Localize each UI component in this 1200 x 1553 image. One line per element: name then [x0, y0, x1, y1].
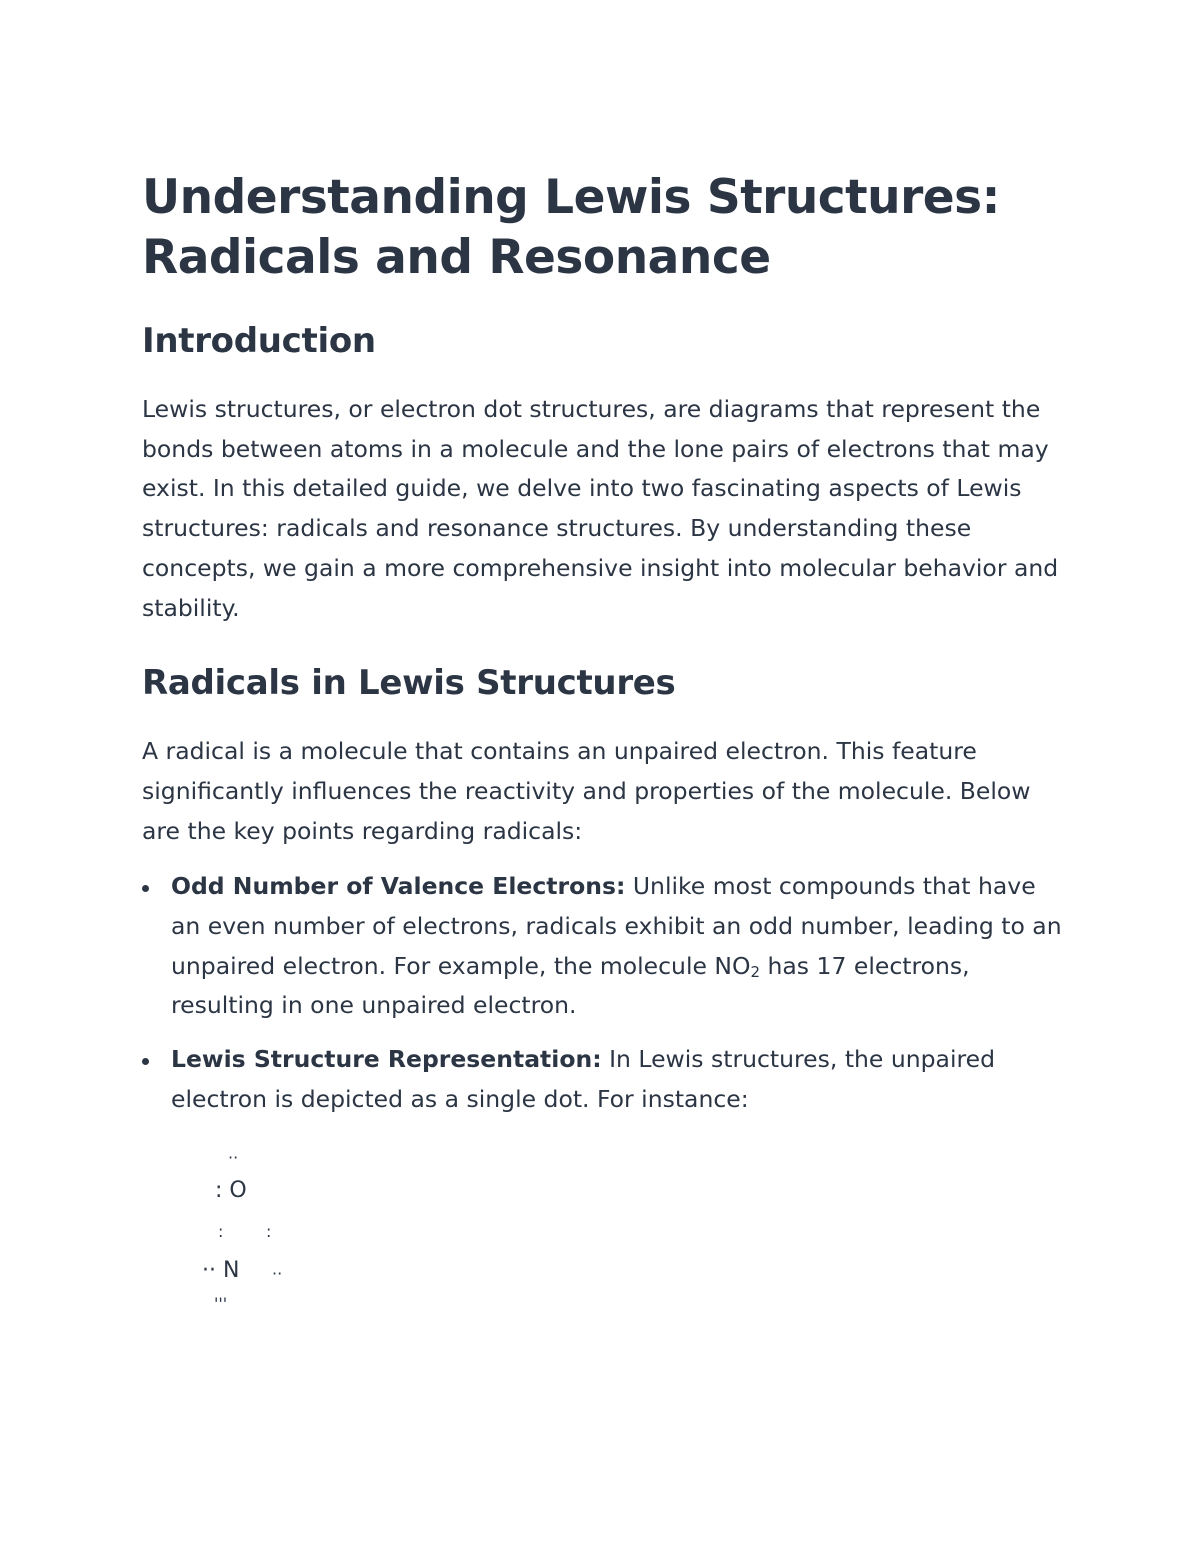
list-item [142, 1040, 1072, 1119]
bullet-icon [142, 885, 149, 892]
list-item [142, 867, 1072, 1026]
radicals-heading: Radicals in Lewis Structures [142, 663, 676, 704]
point-text: Unlike most compounds that have an even number of electrons, radicals exhibit an odd number, leading to an unpaired electron. For example, the molecule NO [171, 872, 1062, 980]
bond-dots-right: : [266, 1222, 272, 1241]
point-text: In Lewis structures, the unpaired electron is depicted as a single dot. For instance: [171, 1045, 996, 1113]
radicals-key-points [142, 867, 1072, 1119]
formula-subscript: 2 [750, 962, 761, 981]
point-label: Lewis Structure Representation: [171, 1045, 602, 1074]
bond-dots-left: : [218, 1222, 224, 1241]
oxygen-top-dots: ·· [228, 1148, 239, 1167]
bullet-icon [142, 1058, 149, 1065]
introduction-paragraph: Lewis structures, or electron dot structures, are diagrams that represent the bonds between atoms in a molecule and the lone pairs of electrons that may exist. In this detailed guide, we delve into two fascinating aspects of Lewis structures: radicals and resonance structures. By understanding these concepts, we gain a more comprehensive insight into molecular behavior and stability. [142, 395, 1059, 622]
lewis-structure-diagram [200, 1146, 320, 1326]
title-line-2: Radicals and Resonance [142, 230, 771, 285]
nitrogen-right-dots: ·· [272, 1264, 283, 1283]
nitrogen-row: ·· N [202, 1258, 240, 1283]
bottom-electron-marks: ''' [214, 1294, 228, 1313]
page-title [142, 168, 1072, 288]
document-page [142, 168, 1072, 1134]
point-label: Odd Number of Valence Electrons: [171, 872, 626, 901]
point-text-continued: has 17 electrons, resulting in one unpaired electron. [171, 951, 970, 1020]
oxygen-row: : O [215, 1178, 247, 1203]
title-line-1: Understanding Lewis Structures: [142, 170, 1000, 225]
introduction-heading: Introduction [142, 321, 376, 361]
radicals-paragraph: A radical is a molecule that contains an unpaired electron. This feature significantly influences the reactivity and properties of the molecule. Below are the key points regarding radicals: [142, 737, 1031, 845]
